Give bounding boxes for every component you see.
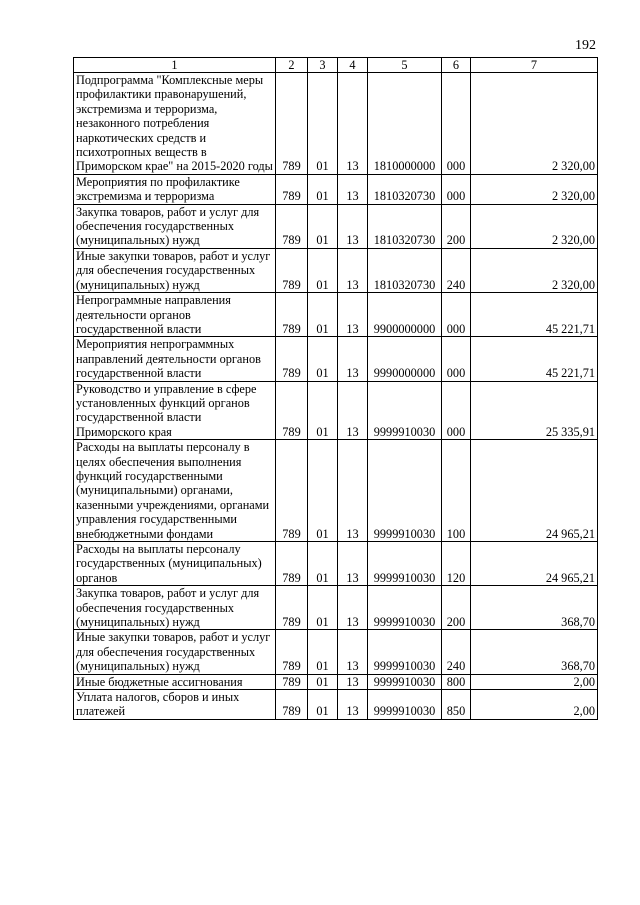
section-code-cell: 01 — [308, 674, 338, 689]
page-number: 192 — [575, 38, 596, 53]
expense-type-code-cell: 240 — [442, 630, 471, 674]
expense-type-code-cell: 120 — [442, 542, 471, 586]
expense-type-code-cell: 200 — [442, 204, 471, 248]
section-code-cell: 01 — [308, 204, 338, 248]
item-name-cell: Иные закупки товаров, работ и услуг для обеспечения государственных (муниципальных) нужд — [74, 248, 276, 292]
section-code-cell: 01 — [308, 440, 338, 542]
item-name-cell: Мероприятия непрограммных направлений деятельности органов государственной власти — [74, 337, 276, 381]
target-article-code-cell: 9999910030 — [368, 440, 442, 542]
table-row — [74, 337, 598, 381]
table-row — [74, 73, 598, 175]
item-name-cell: Расходы на выплаты персоналу в целях обеспечения выполнения функций государственными (муниципальными) органами, казенными учреждениями, органами управления государственными внебюджетными фондами — [74, 440, 276, 542]
item-name-cell: Иные бюджетные ассигнования — [74, 674, 276, 689]
item-name-cell: Уплата налогов, сборов и иных платежей — [74, 690, 276, 720]
target-article-code-cell: 9999910030 — [368, 630, 442, 674]
target-article-code-cell: 1810000000 — [368, 73, 442, 175]
ministry-code-cell: 789 — [276, 293, 308, 337]
target-article-code-cell: 1810320730 — [368, 204, 442, 248]
ministry-code-cell: 789 — [276, 690, 308, 720]
expense-type-code-cell: 000 — [442, 293, 471, 337]
column-header: 4 — [338, 58, 368, 73]
ministry-code-cell: 789 — [276, 337, 308, 381]
item-name-cell: Закупка товаров, работ и услуг для обеспечения государственных (муниципальных) нужд — [74, 204, 276, 248]
section-code-cell: 01 — [308, 337, 338, 381]
amount-cell: 368,70 — [471, 586, 598, 630]
column-header: 1 — [74, 58, 276, 73]
target-article-code-cell: 9999910030 — [368, 381, 442, 440]
ministry-code-cell: 789 — [276, 174, 308, 204]
expense-type-code-cell: 000 — [442, 174, 471, 204]
ministry-code-cell: 789 — [276, 586, 308, 630]
expense-type-code-cell: 800 — [442, 674, 471, 689]
target-article-code-cell: 9999910030 — [368, 542, 442, 586]
column-header: 7 — [471, 58, 598, 73]
column-header: 5 — [368, 58, 442, 73]
expense-type-code-cell: 000 — [442, 381, 471, 440]
section-code-cell: 01 — [308, 586, 338, 630]
table-row — [74, 204, 598, 248]
section-code-cell: 01 — [308, 73, 338, 175]
section-code-cell: 01 — [308, 248, 338, 292]
section-code-cell: 01 — [308, 630, 338, 674]
ministry-code-cell: 789 — [276, 674, 308, 689]
table-row — [74, 381, 598, 440]
table-row — [74, 674, 598, 689]
target-article-code-cell: 9999910030 — [368, 690, 442, 720]
subsection-code-cell: 13 — [338, 630, 368, 674]
budget-table — [73, 57, 598, 720]
subsection-code-cell: 13 — [338, 174, 368, 204]
subsection-code-cell: 13 — [338, 542, 368, 586]
subsection-code-cell: 13 — [338, 248, 368, 292]
table-row — [74, 174, 598, 204]
ministry-code-cell: 789 — [276, 542, 308, 586]
target-article-code-cell: 9999910030 — [368, 586, 442, 630]
amount-cell: 2,00 — [471, 674, 598, 689]
item-name-cell: Руководство и управление в сфере установленных функций органов государственной власти Приморского края — [74, 381, 276, 440]
column-header: 2 — [276, 58, 308, 73]
ministry-code-cell: 789 — [276, 440, 308, 542]
target-article-code-cell: 9900000000 — [368, 293, 442, 337]
table-row — [74, 542, 598, 586]
subsection-code-cell: 13 — [338, 690, 368, 720]
item-name-cell: Мероприятия по профилактике экстремизма и терроризма — [74, 174, 276, 204]
item-name-cell: Подпрограмма "Комплексные меры профилактики правонарушений, экстремизма и терроризма, незаконного потребления наркотических средств и психотропных веществ в Приморском крае" на 2015-2020 годы — [74, 73, 276, 175]
table-row — [74, 248, 598, 292]
ministry-code-cell: 789 — [276, 73, 308, 175]
item-name-cell: Непрограммные направления деятельности органов государственной власти — [74, 293, 276, 337]
subsection-code-cell: 13 — [338, 73, 368, 175]
section-code-cell: 01 — [308, 381, 338, 440]
section-code-cell: 01 — [308, 293, 338, 337]
amount-cell: 2 320,00 — [471, 174, 598, 204]
table-body — [74, 73, 598, 720]
expense-type-code-cell: 000 — [442, 73, 471, 175]
target-article-code-cell: 1810320730 — [368, 248, 442, 292]
item-name-cell: Иные закупки товаров, работ и услуг для обеспечения государственных (муниципальных) нужд — [74, 630, 276, 674]
amount-cell: 2 320,00 — [471, 248, 598, 292]
subsection-code-cell: 13 — [338, 204, 368, 248]
expense-type-code-cell: 000 — [442, 337, 471, 381]
amount-cell: 24 965,21 — [471, 440, 598, 542]
column-header: 3 — [308, 58, 338, 73]
subsection-code-cell: 13 — [338, 674, 368, 689]
subsection-code-cell: 13 — [338, 293, 368, 337]
amount-cell: 2 320,00 — [471, 204, 598, 248]
target-article-code-cell: 9990000000 — [368, 337, 442, 381]
section-code-cell: 01 — [308, 690, 338, 720]
ministry-code-cell: 789 — [276, 248, 308, 292]
table-row — [74, 586, 598, 630]
subsection-code-cell: 13 — [338, 337, 368, 381]
amount-cell: 45 221,71 — [471, 337, 598, 381]
amount-cell: 2 320,00 — [471, 73, 598, 175]
amount-cell: 45 221,71 — [471, 293, 598, 337]
amount-cell: 2,00 — [471, 690, 598, 720]
header-row — [74, 58, 598, 73]
section-code-cell: 01 — [308, 542, 338, 586]
item-name-cell: Закупка товаров, работ и услуг для обеспечения государственных (муниципальных) нужд — [74, 586, 276, 630]
ministry-code-cell: 789 — [276, 204, 308, 248]
target-article-code-cell: 9999910030 — [368, 674, 442, 689]
subsection-code-cell: 13 — [338, 586, 368, 630]
target-article-code-cell: 1810320730 — [368, 174, 442, 204]
section-code-cell: 01 — [308, 174, 338, 204]
table-row — [74, 690, 598, 720]
item-name-cell: Расходы на выплаты персоналу государственных (муниципальных) органов — [74, 542, 276, 586]
amount-cell: 368,70 — [471, 630, 598, 674]
table-row — [74, 630, 598, 674]
ministry-code-cell: 789 — [276, 381, 308, 440]
expense-type-code-cell: 240 — [442, 248, 471, 292]
expense-type-code-cell: 200 — [442, 586, 471, 630]
table-row — [74, 440, 598, 542]
expense-type-code-cell: 100 — [442, 440, 471, 542]
column-header: 6 — [442, 58, 471, 73]
amount-cell: 24 965,21 — [471, 542, 598, 586]
expense-type-code-cell: 850 — [442, 690, 471, 720]
ministry-code-cell: 789 — [276, 630, 308, 674]
table-row — [74, 293, 598, 337]
amount-cell: 25 335,91 — [471, 381, 598, 440]
subsection-code-cell: 13 — [338, 381, 368, 440]
subsection-code-cell: 13 — [338, 440, 368, 542]
